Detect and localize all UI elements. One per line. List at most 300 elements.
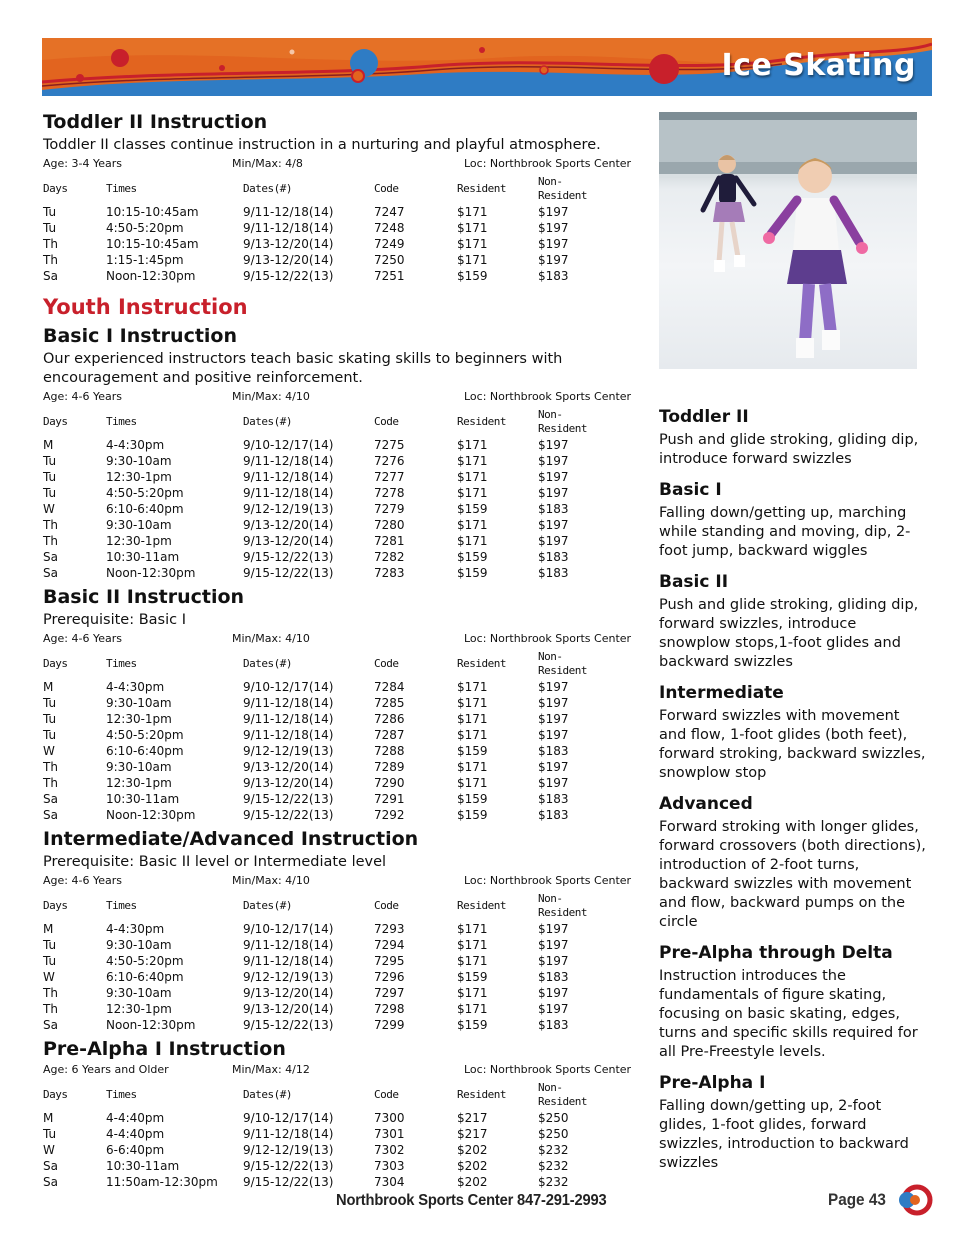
- day-cell: Th: [43, 776, 58, 790]
- dates-cell: 9/11-12/18(14): [243, 454, 334, 468]
- dates-cell: 9/13-12/20(14): [243, 253, 334, 267]
- dates-cell: 9/13-12/20(14): [243, 534, 334, 548]
- dates-cell: 9/11-12/18(14): [243, 221, 334, 235]
- age-label: Age: 3-4 Years: [43, 157, 122, 170]
- nonresident-fee-cell: $197: [538, 253, 569, 267]
- age-label: Age: 4-6 Years: [43, 874, 122, 887]
- time-cell: 10:30-11am: [106, 792, 180, 806]
- nonresident-fee-cell: $183: [538, 744, 569, 758]
- dates-cell: 9/11-12/18(14): [243, 1127, 334, 1141]
- dates-cell: 9/13-12/20(14): [243, 1002, 334, 1016]
- resident-fee-cell: $159: [457, 808, 488, 822]
- day-cell: Th: [43, 237, 58, 251]
- code-cell: 7277: [374, 470, 405, 484]
- code-cell: 7281: [374, 534, 405, 548]
- resident-fee-cell: $159: [457, 970, 488, 984]
- col-nonresident: Non-Resident: [538, 1081, 587, 1108]
- col-code: Code: [374, 899, 399, 912]
- minmax-label: Min/Max: 4/10: [232, 632, 310, 645]
- col-nonresident: Non-Resident: [538, 175, 587, 202]
- col-code: Code: [374, 657, 399, 670]
- day-cell: Th: [43, 518, 58, 532]
- basic2-section: [43, 585, 633, 823]
- dates-cell: 9/11-12/18(14): [243, 486, 334, 500]
- skaters-illustration: [659, 112, 917, 369]
- dates-cell: 9/12-12/19(13): [243, 502, 334, 516]
- skaters-photo: [659, 112, 917, 369]
- col-resident: Resident: [457, 1088, 506, 1101]
- table-row: [43, 727, 598, 743]
- level-title: Basic I: [659, 480, 722, 500]
- col-dates: Dates(#): [243, 1088, 292, 1101]
- day-cell: Tu: [43, 954, 57, 968]
- table-row: [43, 517, 598, 533]
- level-intermediate: [659, 682, 929, 783]
- time-cell: Noon-12:30pm: [106, 808, 196, 822]
- nonresident-fee-cell: $197: [538, 712, 569, 726]
- code-cell: 7288: [374, 744, 405, 758]
- time-cell: 6:10-6:40pm: [106, 744, 184, 758]
- dates-cell: 9/11-12/18(14): [243, 938, 334, 952]
- table-row: [43, 791, 598, 807]
- dates-cell: 9/10-12/17(14): [243, 922, 334, 936]
- code-cell: 7282: [374, 550, 405, 564]
- minmax-label: Min/Max: 4/8: [232, 157, 303, 170]
- day-cell: W: [43, 1143, 55, 1157]
- minmax-label: Min/Max: 4/12: [232, 1063, 310, 1076]
- nonresident-fee-cell: $197: [538, 237, 569, 251]
- schedule-table: [43, 407, 598, 581]
- dates-cell: 9/13-12/20(14): [243, 986, 334, 1000]
- resident-fee-cell: $217: [457, 1127, 488, 1141]
- prealpha-section: [43, 1037, 633, 1190]
- level-title: Intermediate: [659, 683, 784, 703]
- col-dates: Dates(#): [243, 899, 292, 912]
- time-cell: 4-4:40pm: [106, 1111, 165, 1125]
- nonresident-fee-cell: $197: [538, 1002, 569, 1016]
- day-cell: Tu: [43, 938, 57, 952]
- table-row: [43, 485, 598, 501]
- dates-cell: 9/15-12/22(13): [243, 1159, 334, 1173]
- code-cell: 7285: [374, 696, 405, 710]
- nonresident-fee-cell: $183: [538, 502, 569, 516]
- table-row: [43, 807, 598, 823]
- nonresident-fee-cell: $232: [538, 1143, 569, 1157]
- col-nonresident: Non-Resident: [538, 650, 587, 677]
- level-prealpha-delta: [659, 942, 929, 1062]
- dates-cell: 9/15-12/22(13): [243, 792, 334, 806]
- nonresident-fee-cell: $197: [538, 454, 569, 468]
- resident-fee-cell: $171: [457, 221, 488, 235]
- table-header-row: [43, 174, 598, 204]
- dates-cell: 9/13-12/20(14): [243, 776, 334, 790]
- time-cell: 9:30-10am: [106, 454, 172, 468]
- dates-cell: 9/10-12/17(14): [243, 680, 334, 694]
- section-description: Prerequisite: Basic I: [43, 612, 186, 628]
- day-cell: Tu: [43, 486, 57, 500]
- code-cell: 7304: [374, 1175, 405, 1189]
- time-cell: 4-4:30pm: [106, 680, 165, 694]
- nonresident-fee-cell: $197: [538, 470, 569, 484]
- nonresident-fee-cell: $232: [538, 1159, 569, 1173]
- resident-fee-cell: $171: [457, 1002, 488, 1016]
- code-cell: 7287: [374, 728, 405, 742]
- day-cell: W: [43, 744, 55, 758]
- age-label: Age: 4-6 Years: [43, 632, 122, 645]
- toddler2-section: [43, 110, 633, 284]
- left-column: [43, 110, 633, 1194]
- day-cell: Sa: [43, 269, 58, 283]
- time-cell: 4:50-5:20pm: [106, 221, 184, 235]
- table-row: [43, 565, 598, 581]
- level-description: Forward stroking with longer glides, forward crossovers (both directions), introduction of 2-foot turns, backward swizzles with movement and flow, backward pumps on the circle: [659, 819, 926, 930]
- table-row: [43, 1110, 598, 1126]
- day-cell: Tu: [43, 728, 57, 742]
- resident-fee-cell: $171: [457, 205, 488, 219]
- code-cell: 7276: [374, 454, 405, 468]
- code-cell: 7286: [374, 712, 405, 726]
- table-row: [43, 743, 598, 759]
- code-cell: 7293: [374, 922, 405, 936]
- day-cell: Tu: [43, 696, 57, 710]
- table-row: [43, 679, 598, 695]
- dates-cell: 9/15-12/22(13): [243, 1018, 334, 1032]
- dates-cell: 9/11-12/18(14): [243, 728, 334, 742]
- time-cell: 6-6:40pm: [106, 1143, 165, 1157]
- nonresident-fee-cell: $197: [538, 954, 569, 968]
- code-cell: 7248: [374, 221, 405, 235]
- location-label: Loc: Northbrook Sports Center: [464, 632, 632, 645]
- page-footer: [0, 1190, 960, 1220]
- location-label: Loc: Northbrook Sports Center: [464, 874, 632, 887]
- col-days: Days: [43, 899, 68, 912]
- nonresident-fee-cell: $197: [538, 760, 569, 774]
- nonresident-fee-cell: $197: [538, 680, 569, 694]
- code-cell: 7290: [374, 776, 405, 790]
- nonresident-fee-cell: $183: [538, 792, 569, 806]
- resident-fee-cell: $171: [457, 712, 488, 726]
- day-cell: Th: [43, 1002, 58, 1016]
- resident-fee-cell: $202: [457, 1143, 488, 1157]
- section-title: Pre-Alpha I Instruction: [43, 1038, 286, 1060]
- resident-fee-cell: $159: [457, 269, 488, 283]
- code-cell: 7283: [374, 566, 405, 580]
- time-cell: 10:30-11am: [106, 550, 180, 564]
- resident-fee-cell: $171: [457, 237, 488, 251]
- table-row: [43, 453, 598, 469]
- resident-fee-cell: $159: [457, 792, 488, 806]
- swirl-logo-icon: [895, 1183, 935, 1217]
- table-row: [43, 695, 598, 711]
- day-cell: Th: [43, 986, 58, 1000]
- dates-cell: 9/15-12/22(13): [243, 566, 334, 580]
- col-times: Times: [106, 182, 137, 195]
- table-row: [43, 204, 598, 220]
- level-basic2: [659, 571, 929, 672]
- nonresident-fee-cell: $197: [538, 938, 569, 952]
- table-row: [43, 469, 598, 485]
- time-cell: Noon-12:30pm: [106, 566, 196, 580]
- schedule-table: [43, 174, 598, 284]
- level-title: Advanced: [659, 794, 753, 814]
- table-row: [43, 1142, 598, 1158]
- time-cell: 9:30-10am: [106, 938, 172, 952]
- table-header-row: [43, 649, 598, 679]
- table-row: [43, 549, 598, 565]
- day-cell: Th: [43, 534, 58, 548]
- dates-cell: 9/15-12/22(13): [243, 269, 334, 283]
- table-row: [43, 759, 598, 775]
- day-cell: M: [43, 438, 54, 452]
- day-cell: W: [43, 502, 55, 516]
- table-row: [43, 437, 598, 453]
- day-cell: Tu: [43, 205, 57, 219]
- col-code: Code: [374, 1088, 399, 1101]
- code-cell: 7251: [374, 269, 405, 283]
- code-cell: 7279: [374, 502, 405, 516]
- table-row: [43, 268, 598, 284]
- time-cell: 9:30-10am: [106, 986, 172, 1000]
- resident-fee-cell: $171: [457, 454, 488, 468]
- time-cell: 6:10-6:40pm: [106, 502, 184, 516]
- dates-cell: 9/15-12/22(13): [243, 808, 334, 822]
- time-cell: 1:15-1:45pm: [106, 253, 184, 267]
- nonresident-fee-cell: $250: [538, 1111, 569, 1125]
- code-cell: 7296: [374, 970, 405, 984]
- table-row: [43, 985, 598, 1001]
- section-description: Our experienced instructors teach basic skating skills to beginners with encouragement and positive reinforcement.: [43, 351, 563, 386]
- nonresident-fee-cell: $183: [538, 269, 569, 283]
- nonresident-fee-cell: $232: [538, 1175, 569, 1189]
- col-days: Days: [43, 182, 68, 195]
- schedule-table: [43, 891, 598, 1033]
- location-label: Loc: Northbrook Sports Center: [464, 157, 632, 170]
- table-row: [43, 533, 598, 549]
- resident-fee-cell: $171: [457, 470, 488, 484]
- resident-fee-cell: $171: [457, 696, 488, 710]
- code-cell: 7289: [374, 760, 405, 774]
- dates-cell: 9/12-12/19(13): [243, 744, 334, 758]
- dates-cell: 9/11-12/18(14): [243, 954, 334, 968]
- nonresident-fee-cell: $197: [538, 534, 569, 548]
- code-cell: 7298: [374, 1002, 405, 1016]
- minmax-label: Min/Max: 4/10: [232, 390, 310, 403]
- time-cell: 4-4:30pm: [106, 922, 165, 936]
- col-dates: Dates(#): [243, 415, 292, 428]
- level-prealpha1: [659, 1072, 929, 1173]
- table-row: [43, 711, 598, 727]
- resident-fee-cell: $171: [457, 728, 488, 742]
- col-code: Code: [374, 415, 399, 428]
- col-times: Times: [106, 657, 137, 670]
- resident-fee-cell: $159: [457, 550, 488, 564]
- day-cell: Tu: [43, 470, 57, 484]
- level-description: Forward swizzles with movement and flow, 1-foot glides (both feet), forward stroking, backward swizzles, snowplow stop: [659, 708, 926, 781]
- col-times: Times: [106, 415, 137, 428]
- day-cell: Tu: [43, 712, 57, 726]
- col-times: Times: [106, 1088, 137, 1101]
- level-advanced: [659, 793, 929, 932]
- nonresident-fee-cell: $197: [538, 518, 569, 532]
- resident-fee-cell: $171: [457, 438, 488, 452]
- level-description: Instruction introduces the fundamentals of figure skating, focusing on basic skating, edges, turns and specific skills required for all Pre-Freestyle levels.: [659, 968, 918, 1060]
- time-cell: 9:30-10am: [106, 760, 172, 774]
- nonresident-fee-cell: $197: [538, 986, 569, 1000]
- resident-fee-cell: $171: [457, 486, 488, 500]
- section-title: Basic I Instruction: [43, 325, 238, 347]
- location-label: Loc: Northbrook Sports Center: [464, 1063, 632, 1076]
- age-label: Age: 4-6 Years: [43, 390, 122, 403]
- time-cell: Noon-12:30pm: [106, 269, 196, 283]
- col-resident: Resident: [457, 657, 506, 670]
- code-cell: 7297: [374, 986, 405, 1000]
- resident-fee-cell: $171: [457, 518, 488, 532]
- time-cell: 6:10-6:40pm: [106, 970, 184, 984]
- resident-fee-cell: $159: [457, 566, 488, 580]
- day-cell: Th: [43, 253, 58, 267]
- level-description: Push and glide stroking, gliding dip, introduce forward swizzles: [659, 432, 919, 467]
- nonresident-fee-cell: $197: [538, 728, 569, 742]
- resident-fee-cell: $171: [457, 938, 488, 952]
- level-title: Pre-Alpha I: [659, 1073, 766, 1093]
- dates-cell: 9/11-12/18(14): [243, 205, 334, 219]
- day-cell: Sa: [43, 1018, 58, 1032]
- day-cell: M: [43, 680, 54, 694]
- time-cell: 4:50-5:20pm: [106, 954, 184, 968]
- nonresident-fee-cell: $183: [538, 808, 569, 822]
- dates-cell: 9/15-12/22(13): [243, 550, 334, 564]
- table-row: [43, 220, 598, 236]
- dates-cell: 9/12-12/19(13): [243, 1143, 334, 1157]
- section-meta: [43, 390, 633, 406]
- day-cell: Sa: [43, 808, 58, 822]
- table-row: [43, 937, 598, 953]
- nonresident-fee-cell: $197: [538, 696, 569, 710]
- basic1-section: [43, 324, 633, 581]
- table-row: [43, 252, 598, 268]
- section-title: Basic II Instruction: [43, 586, 245, 608]
- time-cell: 9:30-10am: [106, 518, 172, 532]
- resident-fee-cell: $171: [457, 760, 488, 774]
- youth-instruction-heading: Youth Instruction: [43, 295, 248, 319]
- col-nonresident: Non-Resident: [538, 408, 587, 435]
- resident-fee-cell: $171: [457, 954, 488, 968]
- code-cell: 7250: [374, 253, 405, 267]
- col-nonresident: Non-Resident: [538, 892, 587, 919]
- day-cell: M: [43, 922, 54, 936]
- resident-fee-cell: $171: [457, 922, 488, 936]
- code-cell: 7284: [374, 680, 405, 694]
- table-header-row: [43, 891, 598, 921]
- time-cell: 10:15-10:45am: [106, 205, 199, 219]
- day-cell: Sa: [43, 566, 58, 580]
- day-cell: M: [43, 1111, 54, 1125]
- code-cell: 7291: [374, 792, 405, 806]
- day-cell: Sa: [43, 550, 58, 564]
- table-row: [43, 1174, 598, 1190]
- section-meta: [43, 632, 633, 648]
- level-title: Pre-Alpha through Delta: [659, 943, 893, 963]
- col-code: Code: [374, 182, 399, 195]
- table-row: [43, 775, 598, 791]
- dates-cell: 9/15-12/22(13): [243, 1175, 334, 1189]
- time-cell: 10:15-10:45am: [106, 237, 199, 251]
- section-description: Prerequisite: Basic II level or Intermediate level: [43, 854, 387, 870]
- page-number: Page 43: [828, 1190, 886, 1209]
- table-header-row: [43, 1080, 598, 1110]
- table-row: [43, 1126, 598, 1142]
- table-row: [43, 1017, 598, 1033]
- resident-fee-cell: $171: [457, 986, 488, 1000]
- col-days: Days: [43, 657, 68, 670]
- col-resident: Resident: [457, 182, 506, 195]
- code-cell: 7278: [374, 486, 405, 500]
- nonresident-fee-cell: $183: [538, 566, 569, 580]
- right-column: [659, 406, 929, 1183]
- level-description: Push and glide stroking, gliding dip, forward swizzles, introduce snowplow stops,1-foot glides and backward swizzles: [659, 597, 919, 670]
- resident-fee-cell: $202: [457, 1159, 488, 1173]
- day-cell: Sa: [43, 1159, 58, 1173]
- section-meta: [43, 1063, 633, 1079]
- nonresident-fee-cell: $197: [538, 438, 569, 452]
- code-cell: 7275: [374, 438, 405, 452]
- code-cell: 7303: [374, 1159, 405, 1173]
- nonresident-fee-cell: $197: [538, 922, 569, 936]
- nonresident-fee-cell: $183: [538, 1018, 569, 1032]
- nonresident-fee-cell: $197: [538, 486, 569, 500]
- nonresident-fee-cell: $197: [538, 221, 569, 235]
- dates-cell: 9/11-12/18(14): [243, 696, 334, 710]
- code-cell: 7300: [374, 1111, 405, 1125]
- time-cell: 12:30-1pm: [106, 776, 172, 790]
- day-cell: Tu: [43, 221, 57, 235]
- col-days: Days: [43, 415, 68, 428]
- day-cell: Th: [43, 760, 58, 774]
- time-cell: 4:50-5:20pm: [106, 728, 184, 742]
- col-dates: Dates(#): [243, 657, 292, 670]
- col-resident: Resident: [457, 899, 506, 912]
- schedule-table: [43, 1080, 598, 1190]
- dates-cell: 9/11-12/18(14): [243, 712, 334, 726]
- header-banner: [42, 38, 932, 96]
- time-cell: 10:30-11am: [106, 1159, 180, 1173]
- time-cell: 4:50-5:20pm: [106, 486, 184, 500]
- dates-cell: 9/13-12/20(14): [243, 237, 334, 251]
- time-cell: 4-4:40pm: [106, 1127, 165, 1141]
- col-times: Times: [106, 899, 137, 912]
- day-cell: Tu: [43, 454, 57, 468]
- day-cell: Sa: [43, 1175, 58, 1189]
- level-toddler2: [659, 406, 929, 469]
- code-cell: 7295: [374, 954, 405, 968]
- section-title: Toddler II Instruction: [43, 111, 268, 133]
- time-cell: 12:30-1pm: [106, 1002, 172, 1016]
- age-label: Age: 6 Years and Older: [43, 1063, 169, 1076]
- time-cell: 12:30-1pm: [106, 470, 172, 484]
- nonresident-fee-cell: $197: [538, 205, 569, 219]
- code-cell: 7247: [374, 205, 405, 219]
- schedule-table: [43, 649, 598, 823]
- nonresident-fee-cell: $183: [538, 970, 569, 984]
- nonresident-fee-cell: $250: [538, 1127, 569, 1141]
- minmax-label: Min/Max: 4/10: [232, 874, 310, 887]
- section-description: Toddler II classes continue instruction in a nurturing and playful atmosphere.: [43, 137, 601, 153]
- resident-fee-cell: $159: [457, 502, 488, 516]
- time-cell: 4-4:30pm: [106, 438, 165, 452]
- level-basic1: [659, 479, 929, 561]
- resident-fee-cell: $159: [457, 744, 488, 758]
- table-row: [43, 969, 598, 985]
